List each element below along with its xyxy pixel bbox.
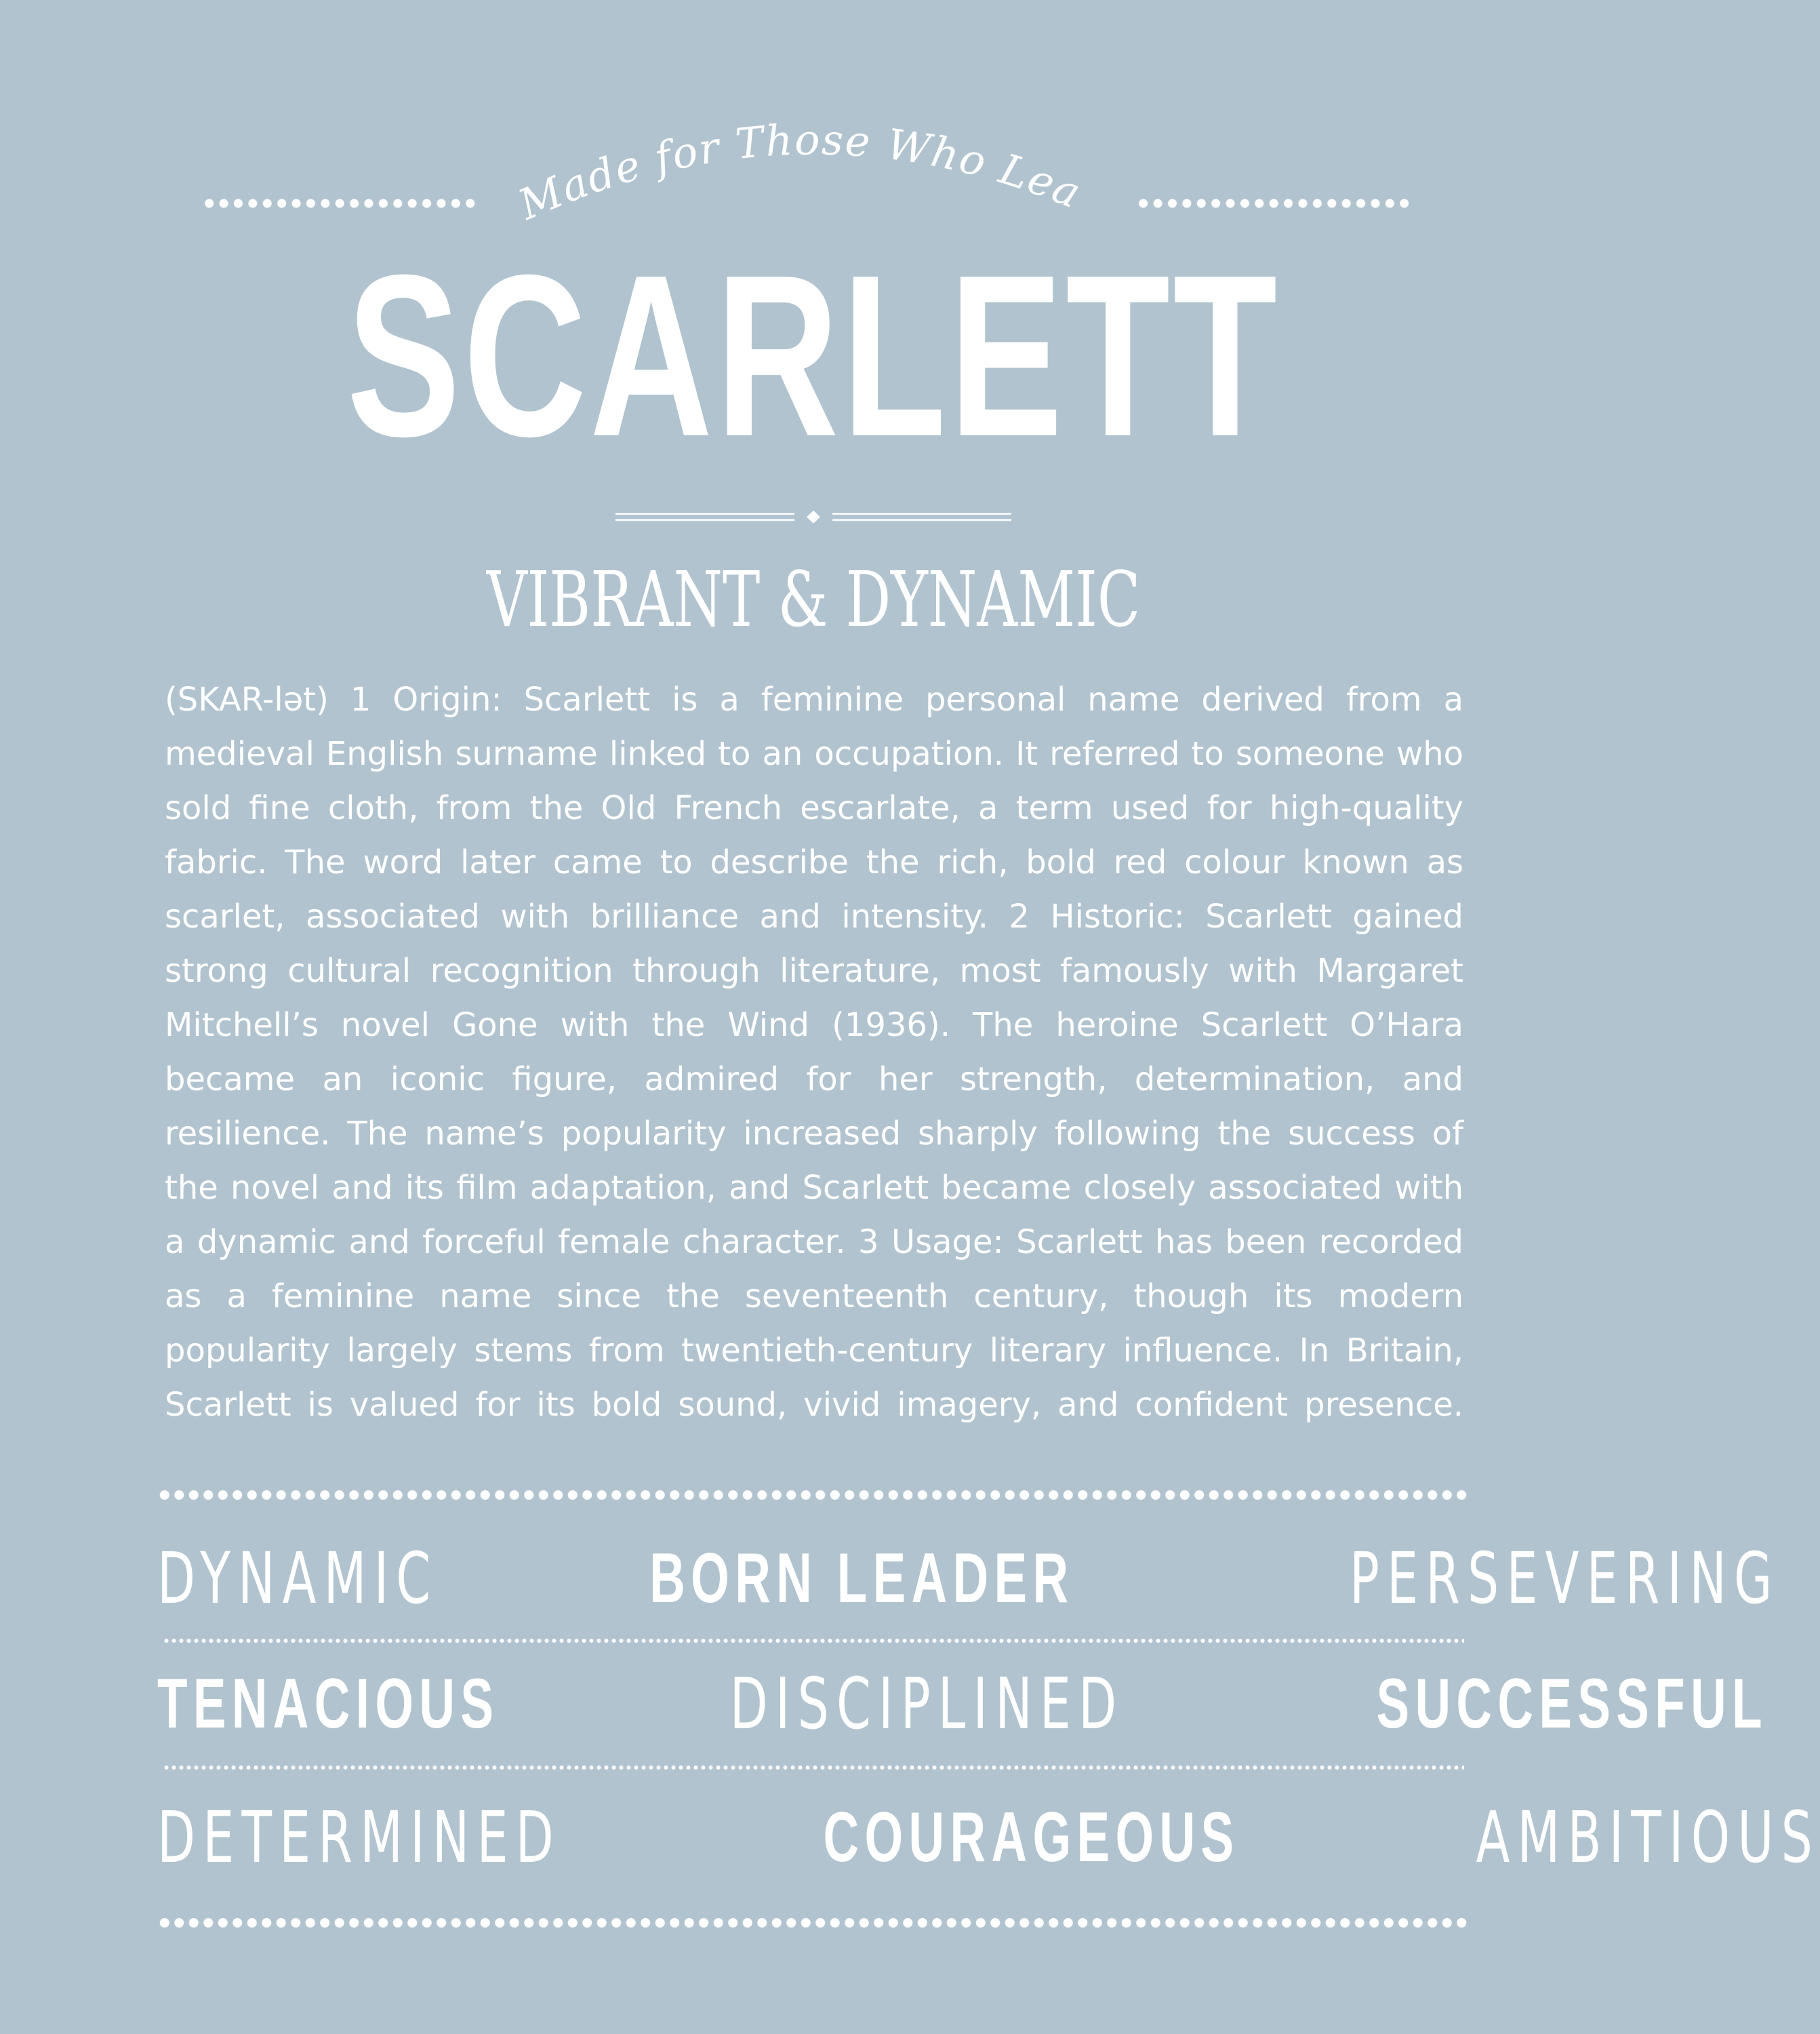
trait-word: SUCCESSFUL <box>1376 1664 1768 1743</box>
svg-text:Made for Those Who Lead <box>501 62 1089 230</box>
dotted-rule-top <box>157 1488 1470 1502</box>
dotted-rule-thin <box>163 1638 1464 1643</box>
dotted-rule-bottom <box>157 1916 1470 1930</box>
trait-word: DYNAMIC <box>157 1537 439 1620</box>
ornamental-divider <box>610 507 1017 527</box>
tagline: Made for Those Who Lead <box>501 62 1089 230</box>
trait-row-1 <box>157 1537 1780 1620</box>
trait-row-3 <box>157 1796 1820 1879</box>
trait-row-2 <box>157 1662 1768 1745</box>
left-dotted-rule <box>202 197 477 210</box>
dotted-rule-thin <box>163 1765 1464 1770</box>
trait-word: DETERMINED <box>157 1796 561 1879</box>
tagline-arc <box>501 62 1112 231</box>
trait-word: COURAGEOUS <box>823 1798 1240 1877</box>
trait-word: DISCIPLINED <box>730 1662 1125 1745</box>
trait-word: AMBITIOUS <box>1476 1796 1820 1879</box>
subtitle: VIBRANT & DYNAMIC <box>486 556 1141 644</box>
tagline-row <box>0 62 1627 231</box>
name-title: SCARLETT <box>346 227 1280 485</box>
trait-word: BORN LEADER <box>649 1539 1074 1618</box>
trait-word: PERSEVERING <box>1349 1537 1780 1620</box>
name-description: (SKAR-lət) 1 Origin: Scarlett is a feminine personal name derived from a medieval English surname linked to an occupation. It referred to someone who sold fine cloth, from the Old French escarlate, a term used for high-quality fabric. The word later came to describe the rich, bold red colour known as scarlet, associated with brilliance and intensity. 2 Historic: Scarlett gained strong cultural recognition through literature, most famously with Margaret Mitchell’s novel Gone with the Wind (1936). The heroine Scarlett O’Hara became an iconic figure, admired for her strength, determination, and resilience. The name’s popularity increased sharply following the success of the novel and its film adaptation, and Scarlett became closely associated with a dynamic and forceful female character. 3 Usage: Scarlett has been recorded as a feminine name since the seventeenth century, though its modern popularity largely stems from twentieth-century literary influence. In Britain, Scarlett is valued for its bold sound, vivid imagery, and confident presence. <box>165 681 1463 1424</box>
diamond-icon <box>807 511 820 523</box>
trait-word: TENACIOUS <box>157 1664 500 1743</box>
right-dotted-rule <box>1136 197 1411 210</box>
